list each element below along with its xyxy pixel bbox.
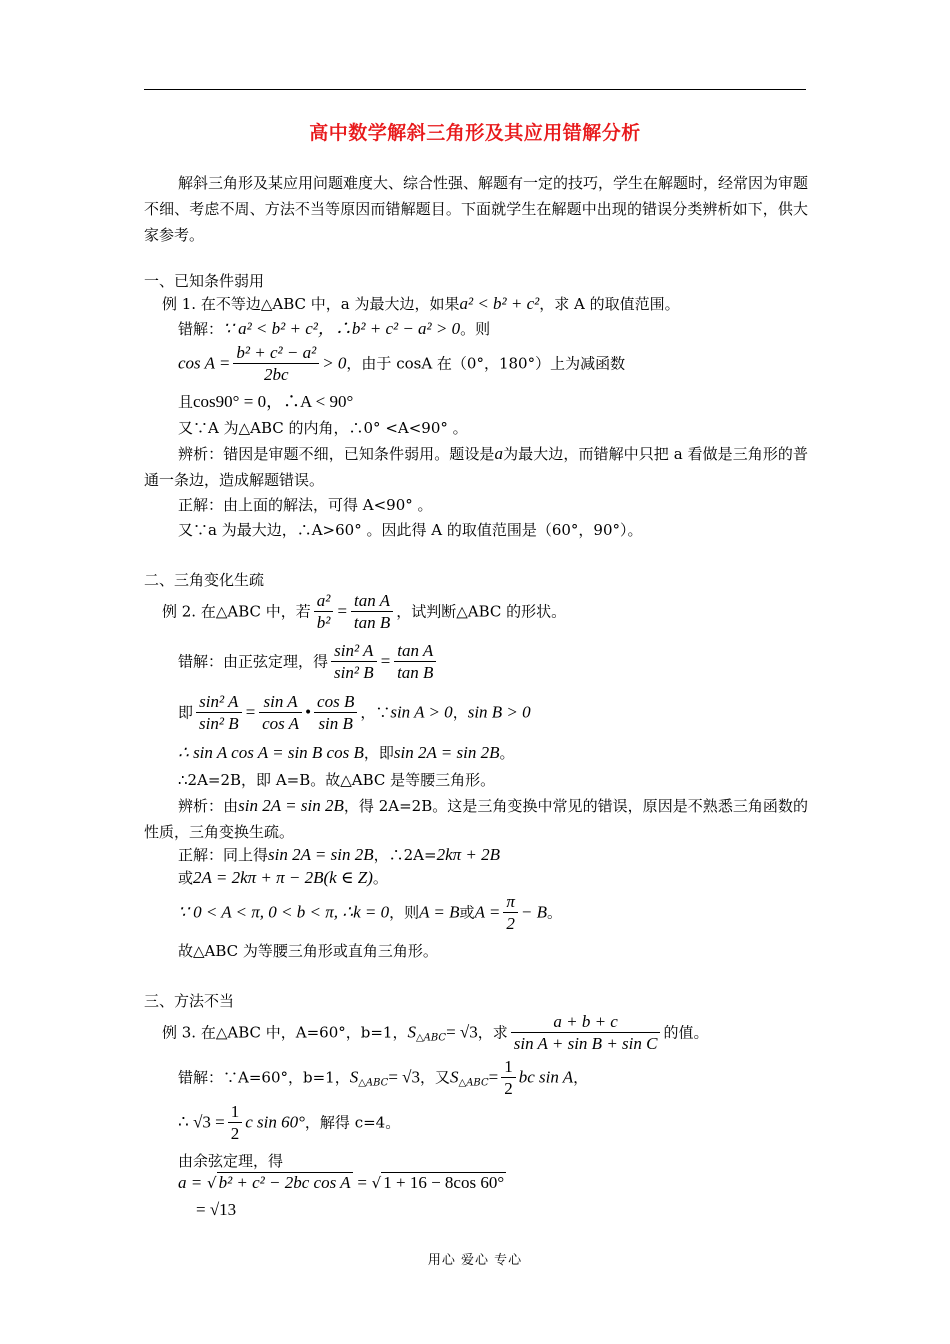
correct-solution-2d: 故△ABC 为等腰三角形或直角三角形。 xyxy=(178,942,438,960)
wrong-solution-2c: ∴ sin A cos A = sin B cos B，即sin 2A = sin 2B。 xyxy=(178,743,515,762)
correct-solution-1b: 又∵a 为最大边，∴A>60° 。因此得 A 的取值范围是（60°，90°）。 xyxy=(178,521,643,539)
analysis-1: 辨析：错因是审题不细，已知条件弱用。题设是a为最大边，而错解中只把 a 看做是三角形的普通一条边，造成解题错误。 xyxy=(144,444,808,489)
wrong-solution-3a: 错解：∵A=60°，b=1，$S_{\triangle ABC}= √3$，又$S_{\triangle ABC}=$ $\frac{1}{2}$ bc sin A， xyxy=(178,1057,589,1098)
correct-solution-2b: 或2A = 2kπ + π − 2B(k ∈ Z)。 xyxy=(178,868,388,887)
correct-solution-1a: 正解：由上面的解法，可得 A<90° 。 xyxy=(178,496,433,514)
analysis-2: 辨析：由sin 2A = sin 2B，得 2A=2B。这是三角变换中常见的错误，原因是不熟悉三角函数的性质，三角变换生疏。 xyxy=(144,796,808,841)
result-sqrt13: = √13 xyxy=(196,1200,237,1219)
law-of-cosines-line: a = √ b² + c² − 2bc cos A = √ 1 + 16 − 8cos 60° xyxy=(178,1173,505,1192)
example3-line: 例 3. 在△ABC 中，A=60°，b=1，$S_{\triangle ABC}= √3$，求 $\frac{a + b + c}{\text{sin A + sin B + sin C}}$ 的值。 xyxy=(162,1012,709,1053)
cos90-line: 且cos90° = 0，∴A < 90° xyxy=(178,392,354,411)
interior-angle-line: 又∵A 为△ABC 的内角，∴0° <A<90° 。 xyxy=(178,419,468,437)
header-rule xyxy=(144,89,806,90)
wrong-solution-3c: 由余弦定理，得 xyxy=(178,1152,284,1170)
section3-heading: 三、方法不当 xyxy=(144,992,235,1010)
example2-line: 例 2. 在△ABC 中，若 $\frac{\text{a²}}{\text{b²}}$ = $\frac{\text{tan A}}{\text{tan B}}$ ，试判断△ABC 的形状。 xyxy=(162,591,567,632)
wrong-solution-2a: 错解：由正弦定理，得 $\frac{\text{sin² A}}{\text{sin² B}}$ = $\frac{\text{tan A}}{\text{tan B}}$ xyxy=(178,641,439,684)
wrong-solution-1: 错解：∵ a² < b² + c²，∴b² + c² − a² > 0。则 xyxy=(178,319,491,338)
wrong-solution-2b: 即 $\frac{\text{sin² A}}{\text{sin² B}}$ = $\frac{\text{sin A}}{\text{cos A}}$ • $\frac{\text{cos B}}{\text{sin B}}$ ，∵sin A > 0，sin B > 0 xyxy=(178,692,531,733)
page-title: 高中数学解斜三角形及其应用错解分析 xyxy=(309,122,641,144)
correct-solution-2c: ∵ 0 < A < π, 0 < b < π, ∴k = 0，则A = B或A = $\frac{\pi}{2}$ − B。 xyxy=(178,892,563,933)
wrong-solution-2d: ∴2A=2B，即 A=B。故△ABC 是等腰三角形。 xyxy=(178,771,496,789)
wrong-solution-3b: ∴ √3 = $\frac{1}{2}$ c sin 60°，解得 c=4。 xyxy=(178,1102,401,1143)
cos-formula-line: cos A = $\frac{\text{b² + c² − a²}}{2bc}$ > 0，由于 cosA 在（0°，180°）上为减函数 xyxy=(178,343,626,384)
correct-solution-2a: 正解：同上得sin 2A = sin 2B，∴2A=2kπ + 2B xyxy=(178,845,501,864)
section2-heading: 二、三角变化生疏 xyxy=(144,571,265,589)
section1-heading: 一、已知条件弱用 xyxy=(144,272,265,290)
example1-line: 例 1. 在不等边△ABC 中，a 为最大边，如果a² < b² + c²，求 A 的取值范围。 xyxy=(162,294,680,313)
page-footer: 用心 爱心 专心 xyxy=(427,1253,523,1268)
intro-paragraph: 解斜三角形及某应用问题难度大、综合性强、解题有一定的技巧，学生在解题时，经常因为审题不细、考虑不周、方法不当等原因而错解题目。下面就学生在解题中出现的错误分类辨析如下，供大家参考。 xyxy=(144,174,809,244)
cos-fraction: $\frac{\text{b² + c² − a²}}{2bc}$ xyxy=(233,343,319,386)
